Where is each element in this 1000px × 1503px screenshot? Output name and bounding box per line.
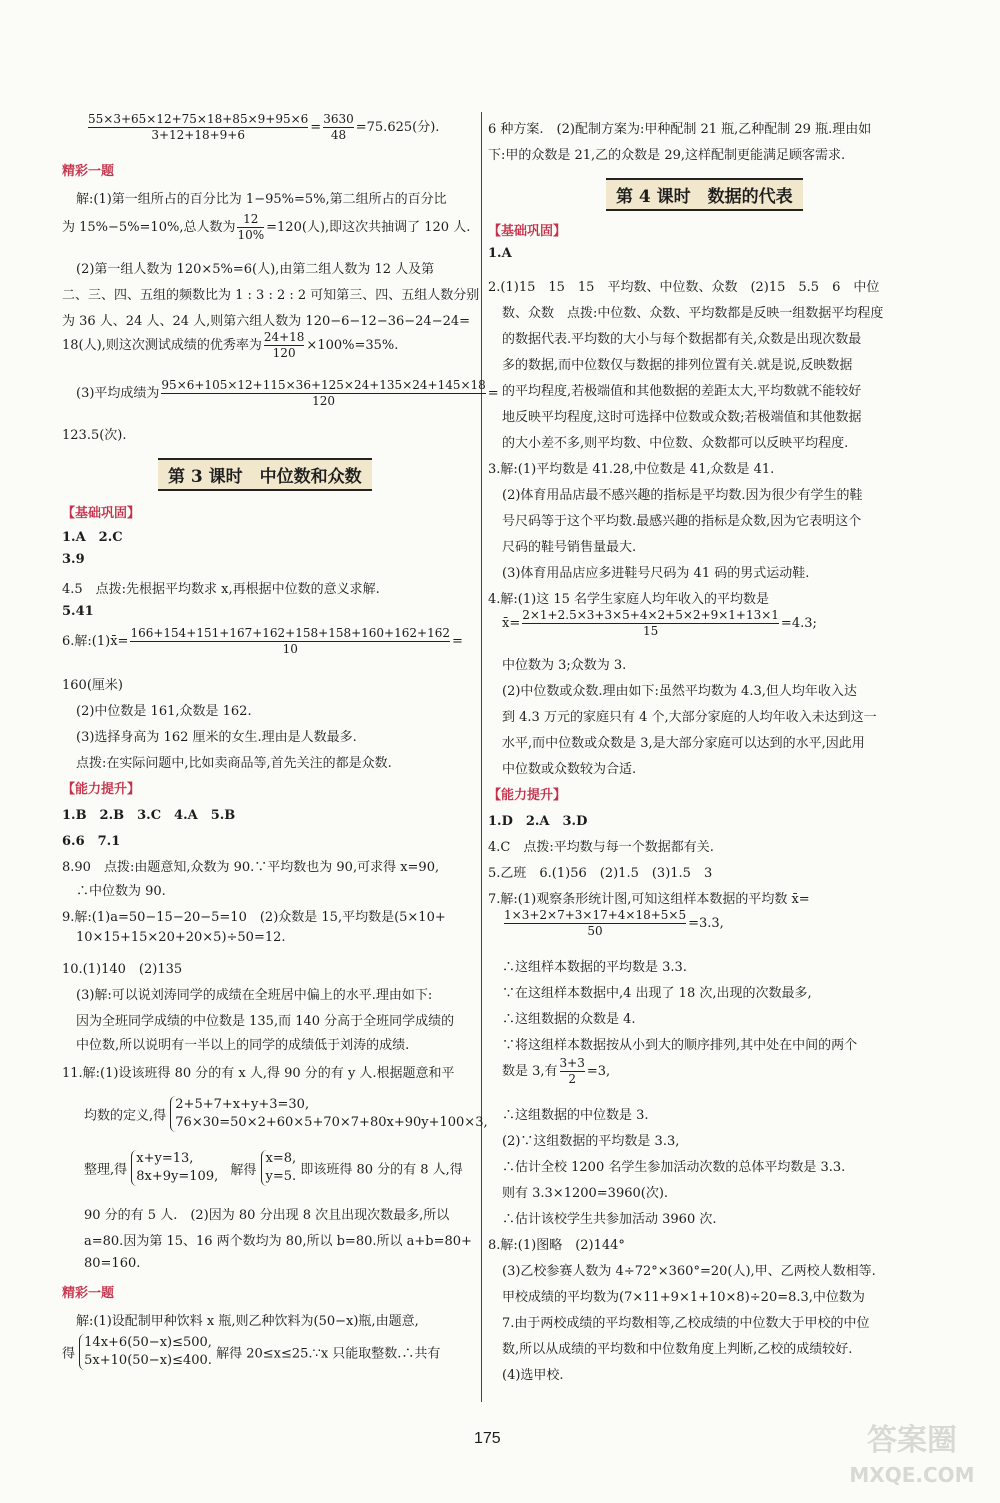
text-line: ∴这组数据的中位数是 3. [502, 1108, 649, 1123]
text-line: 的平均程度,若极端值和其他数据的差距太大,平均数就不能较好 [502, 384, 862, 399]
text-line: 中位数或众数较为合适. [502, 762, 637, 777]
text-line: 地反映平均程度,这时可选择中位数或众数;若极端值和其他数据 [502, 410, 862, 425]
text: (3)平均成绩为 [76, 386, 160, 401]
section-tag: 【能力提升】 [62, 782, 141, 797]
text-line: 到 4.3 万元的家庭只有 4 个,大部分家庭的人均年收入未达到这一 [502, 710, 877, 725]
answer-line: 2.(1)15 15 15 平均数、中位数、众数 (2)15 5.5 6 中位 [488, 280, 880, 295]
text-line: (2)体育用品店最不感兴趣的指标是平均数.因为很少有学生的鞋 [502, 488, 863, 503]
fraction-denominator: 15 [522, 623, 779, 639]
answer-line: 11.解:(1)设该班得 80 分的有 x 人,得 90 分的有 y 人.根据题意和平 [62, 1066, 455, 1081]
answer-line: 4.5 点拨:先根据平均数求 x,再根据中位数的意义求解. [62, 582, 380, 597]
text-line: 的大小差不多,则平均数、中位数、众数都可以反映平均程度. [502, 436, 849, 451]
text: 整理,得 [84, 1162, 128, 1178]
fraction-numerator: 24+18 [263, 330, 305, 344]
section-heading: 精彩一题 [62, 164, 115, 179]
text-line: 6 种方案. (2)配制方案为:甲种配制 21 瓶,乙种配制 29 瓶.理由如 [488, 122, 872, 137]
text-line: ∴中位数为 90. [76, 884, 166, 899]
answer-line: 1.A 2.C [62, 530, 123, 545]
answer-line: 8.90 点拨:由题意知,众数为 90.∵平均数也为 90,可求得 x=90, [62, 860, 440, 875]
text-line: 数,所以从成绩的平均数和中位数角度上判断,乙校的成绩较好. [502, 1342, 853, 1357]
fraction-denominator: 48 [323, 127, 354, 143]
text-line: 为 36 人、24 人、24 人,则第六组人数为 120−6−12−36−24−24= [62, 314, 471, 329]
text-line: 二、三、四、五组的频数比为 1 : 3 : 2 : 2 可知第三、四、五组人数分别 [62, 288, 480, 303]
text-line: (2)中位数或众数.理由如下:虽然平均数为 4.3,但人均年收入达 [502, 684, 857, 699]
text-line: (4)选甲校. [502, 1368, 564, 1383]
fraction-numerator: 1×3+2×7+3×17+4×18+5×5 [504, 908, 687, 922]
text-line: 点拨:在实际问题中,比如卖商品等,首先关注的都是众数. [76, 756, 392, 771]
fraction-numerator: 166+154+151+167+162+158+158+160+162+162 [130, 626, 450, 640]
equation: x+y=13, [136, 1151, 194, 1166]
equation-system [62, 1334, 440, 1370]
answer-line [62, 626, 463, 657]
text-line: 80=160. [84, 1256, 141, 1271]
brace-group [79, 1334, 212, 1370]
text-line: 中位数为 3;众数为 3. [502, 658, 627, 673]
fraction-denominator: 2 [560, 1071, 585, 1087]
answer-line: 10.(1)140 (2)135 [62, 962, 183, 977]
answer-line: 5.41 [62, 604, 94, 619]
section-tag: 【能力提升】 [488, 788, 567, 803]
formula-line [502, 608, 817, 639]
answer-line: 1.B 2.B 3.C 4.A 5.B [62, 808, 236, 823]
fraction-numerator: 12 [243, 212, 259, 226]
brace-group [261, 1150, 297, 1186]
text: =3, [586, 1064, 611, 1079]
text: 解得 [230, 1162, 257, 1178]
text: =3.3, [688, 916, 724, 931]
text-line [76, 378, 499, 409]
answer-line: 1.A [488, 246, 512, 261]
section-tag: 【基础巩固】 [488, 224, 567, 239]
text: ×100%=35%. [306, 338, 399, 353]
text: 6.解:(1)x̄= [62, 634, 129, 649]
answer-line: 6.6 7.1 [62, 834, 121, 849]
brace-group [131, 1150, 218, 1186]
fraction-denominator: 120 [264, 345, 305, 361]
text: 为 15%−5%=10%,总人数为 [62, 220, 236, 235]
text-line: 因为全班同学成绩的中位数是 135,而 140 分高于全班同学成绩的 [76, 1014, 455, 1029]
text-line: 10×15+15×20+20×5)÷50=12. [76, 930, 286, 945]
text-line: (2)第一组人数为 120×5%=6(人),由第二组人数为 12 人及第 [76, 262, 435, 277]
answer-line: 7.解:(1)观察条形统计图,可知这组样本数据的平均数 x̄= [488, 892, 810, 907]
fraction-denominator: 3+12+18+9+6 [88, 127, 308, 143]
text-line: 解:(1)设配制甲种饮料 x 瓶,则乙种饮料为(50−x)瓶,由题意, [76, 1314, 419, 1329]
fraction-numerator: 55×3+65×12+75×18+85×9+95×6 [88, 112, 309, 126]
text-line: (3)解:可以说刘涛同学的成绩在全班居中偏上的水平.理由如下: [76, 988, 433, 1003]
text-line: ∴这组数据的众数是 4. [502, 1012, 636, 1027]
formula-line [502, 908, 724, 939]
text-line: (2)中位数是 161,众数是 162. [76, 704, 252, 719]
text: x̄= [502, 616, 521, 631]
section-heading: 精彩一题 [62, 1286, 115, 1301]
fraction-numerator: 95×6+105×12+115×36+125×24+135×24+145×18 [161, 378, 486, 392]
text-line: 甲校成绩的平均数为(7×11+9×1+10×8)÷20=8.3,中位数为 [502, 1290, 865, 1305]
text: 均数的定义,得 [84, 1108, 167, 1124]
text: 18(人),则这次测试成绩的优秀率为 [62, 338, 262, 353]
text-line: 解:(1)第一组所占的百分比为 1−95%=5%,第二组所占的百分比 [76, 192, 447, 207]
text-line: 多的数据,而中位数仅与数据的排列位置有关.就是说,反映数据 [502, 358, 853, 373]
lesson-title: 第 3 课时 中位数和众数 [158, 458, 372, 491]
text-line: ∴估计该校学生共参加活动 3960 次. [502, 1212, 717, 1227]
page-number: 175 [474, 1430, 501, 1447]
text-line: ∵在这组样本数据中,4 出现了 18 次,出现的次数最多, [502, 986, 812, 1001]
text-line: 的数据代表.平均数的大小与每个数据都有关,众数是出现次数最 [502, 332, 862, 347]
watermark-text: 答案圈 [867, 1423, 957, 1458]
equation: 8x+9y=109, [136, 1169, 219, 1184]
text-line: 尺码的鞋号销售量最大. [502, 540, 637, 555]
fraction-numerator: 2×1+2.5×3+3×5+4×2+5×2+9×1+13×1 [522, 608, 779, 622]
text-line: 则有 3.3×1200=3960(次). [502, 1186, 669, 1201]
fraction-numerator: 3630 [323, 112, 354, 126]
brace-group [170, 1096, 487, 1132]
formula-line [502, 1056, 610, 1087]
text-line: (3)乙校参赛人数为 4÷72°×360°=20(人),甲、乙两校人数相等. [502, 1264, 876, 1279]
text-line: 水平,而中位数或众数是 3,是大部分家庭可以达到的水平,因此用 [502, 736, 865, 751]
text-line: ∵将这组样本数据按从小到大的顺序排列,其中处在中间的两个 [502, 1038, 858, 1053]
equation-system [84, 1150, 463, 1186]
fraction-denominator: 50 [504, 923, 686, 939]
text: =4.3; [780, 616, 817, 631]
text-line: 7.由于两校成绩的平均数相等,乙校成绩的中位数大于甲校的中位 [502, 1316, 870, 1331]
inequality: 14x+6(50−x)≤500, [84, 1335, 212, 1350]
answer-line: 5.乙班 6.(1)56 (2)1.5 (3)1.5 3 [488, 866, 713, 881]
equation-system [84, 1096, 488, 1132]
text-line: 号尺码等于这个平均数.最感兴趣的指标是众数,因为它表明这个 [502, 514, 862, 529]
text: = [451, 634, 463, 649]
text-line: (3)体育用品店应多进鞋号尺码为 41 码的男式运动鞋. [502, 566, 810, 581]
text-line: 数、众数 点拨:中位数、众数、平均数都是反映一组数据平均程度 [502, 306, 884, 321]
answer-line: 4.解:(1)这 15 名学生家庭人均年收入的平均数是 [488, 592, 770, 607]
answer-line: 3.9 [62, 552, 85, 567]
text-line: ∴估计全校 1200 名学生参加活动次数的总体平均数是 3.3. [502, 1160, 846, 1175]
text-line [62, 212, 470, 243]
equation: x=8, [265, 1151, 297, 1166]
text: 即该班得 80 分的有 8 人,得 [300, 1162, 463, 1178]
lesson-title: 第 4 课时 数据的代表 [606, 178, 803, 211]
text: =120(人),即这次共抽调了 120 人. [266, 220, 471, 235]
answer-line: 4.C 点拨:平均数与每一个数据都有关. [488, 840, 714, 855]
answer-line: 3.解:(1)平均数是 41.28,中位数是 41,众数是 41. [488, 462, 775, 477]
fraction-denominator: 120 [161, 393, 485, 409]
equation: 76×30=50×2+60×5+70×7+80x+90y+100×3, [175, 1115, 488, 1130]
text-line: (3)选择身高为 162 厘米的女生.理由是人数最多. [76, 730, 357, 745]
fraction-numerator: 3+3 [559, 1056, 585, 1070]
text-line: ∴这组样本数据的平均数是 3.3. [502, 960, 687, 975]
equation: y=5. [265, 1169, 297, 1184]
text: 解得 20≤x≤25.∵x 只能取整数.∴共有 [216, 1346, 441, 1362]
text-line: 123.5(次). [62, 428, 127, 443]
text-line [62, 330, 398, 361]
section-tag: 【基础巩固】 [62, 506, 141, 521]
formula-line: $\frac{55\times 3+65\times 12+75\times 18+85\times 9+95\times 6}{3+12+18+9+6}$ = $\frac{3630}{48}$ =75.625(分). [88, 112, 440, 142]
text: =75.625(分). [355, 120, 440, 135]
text: 得 [62, 1346, 76, 1362]
answer-line: 1.D 2.A 3.D [488, 814, 588, 829]
fraction-denominator: 10 [130, 641, 450, 657]
text-line: (2)∵这组数据的平均数是 3.3, [502, 1134, 680, 1149]
column-divider [481, 112, 482, 1402]
text-line: 90 分的有 5 人. (2)因为 80 分出现 8 次且出现次数最多,所以 [84, 1208, 450, 1223]
fraction-denominator: 10% [237, 228, 265, 242]
text: 数是 3,有 [502, 1064, 558, 1079]
equation: 2+5+7+x+y+3=30, [175, 1097, 310, 1112]
watermark-logo [842, 1410, 982, 1494]
answer-line: 8.解:(1)图略 (2)144° [488, 1238, 625, 1253]
text-line: 下:甲的众数是 21,乙的众数是 29,这样配制更能满足顾客需求. [488, 148, 846, 163]
text: = [487, 386, 499, 401]
text-line: 160(厘米) [62, 678, 123, 693]
text-line: 中位数,所以说明有一半以上的同学的成绩低于刘涛的成绩. [76, 1038, 410, 1053]
answer-line: 9.解:(1)a=50−15−20−5=10 (2)众数是 15,平均数是(5×10+ [62, 910, 446, 925]
watermark-url: MXQE.COM [849, 1463, 975, 1487]
inequality: 5x+10(50−x)≤400. [84, 1353, 212, 1368]
text-line: a=80.因为第 15、16 两个数均为 80,所以 b=80.所以 a+b=80+ [84, 1234, 472, 1249]
